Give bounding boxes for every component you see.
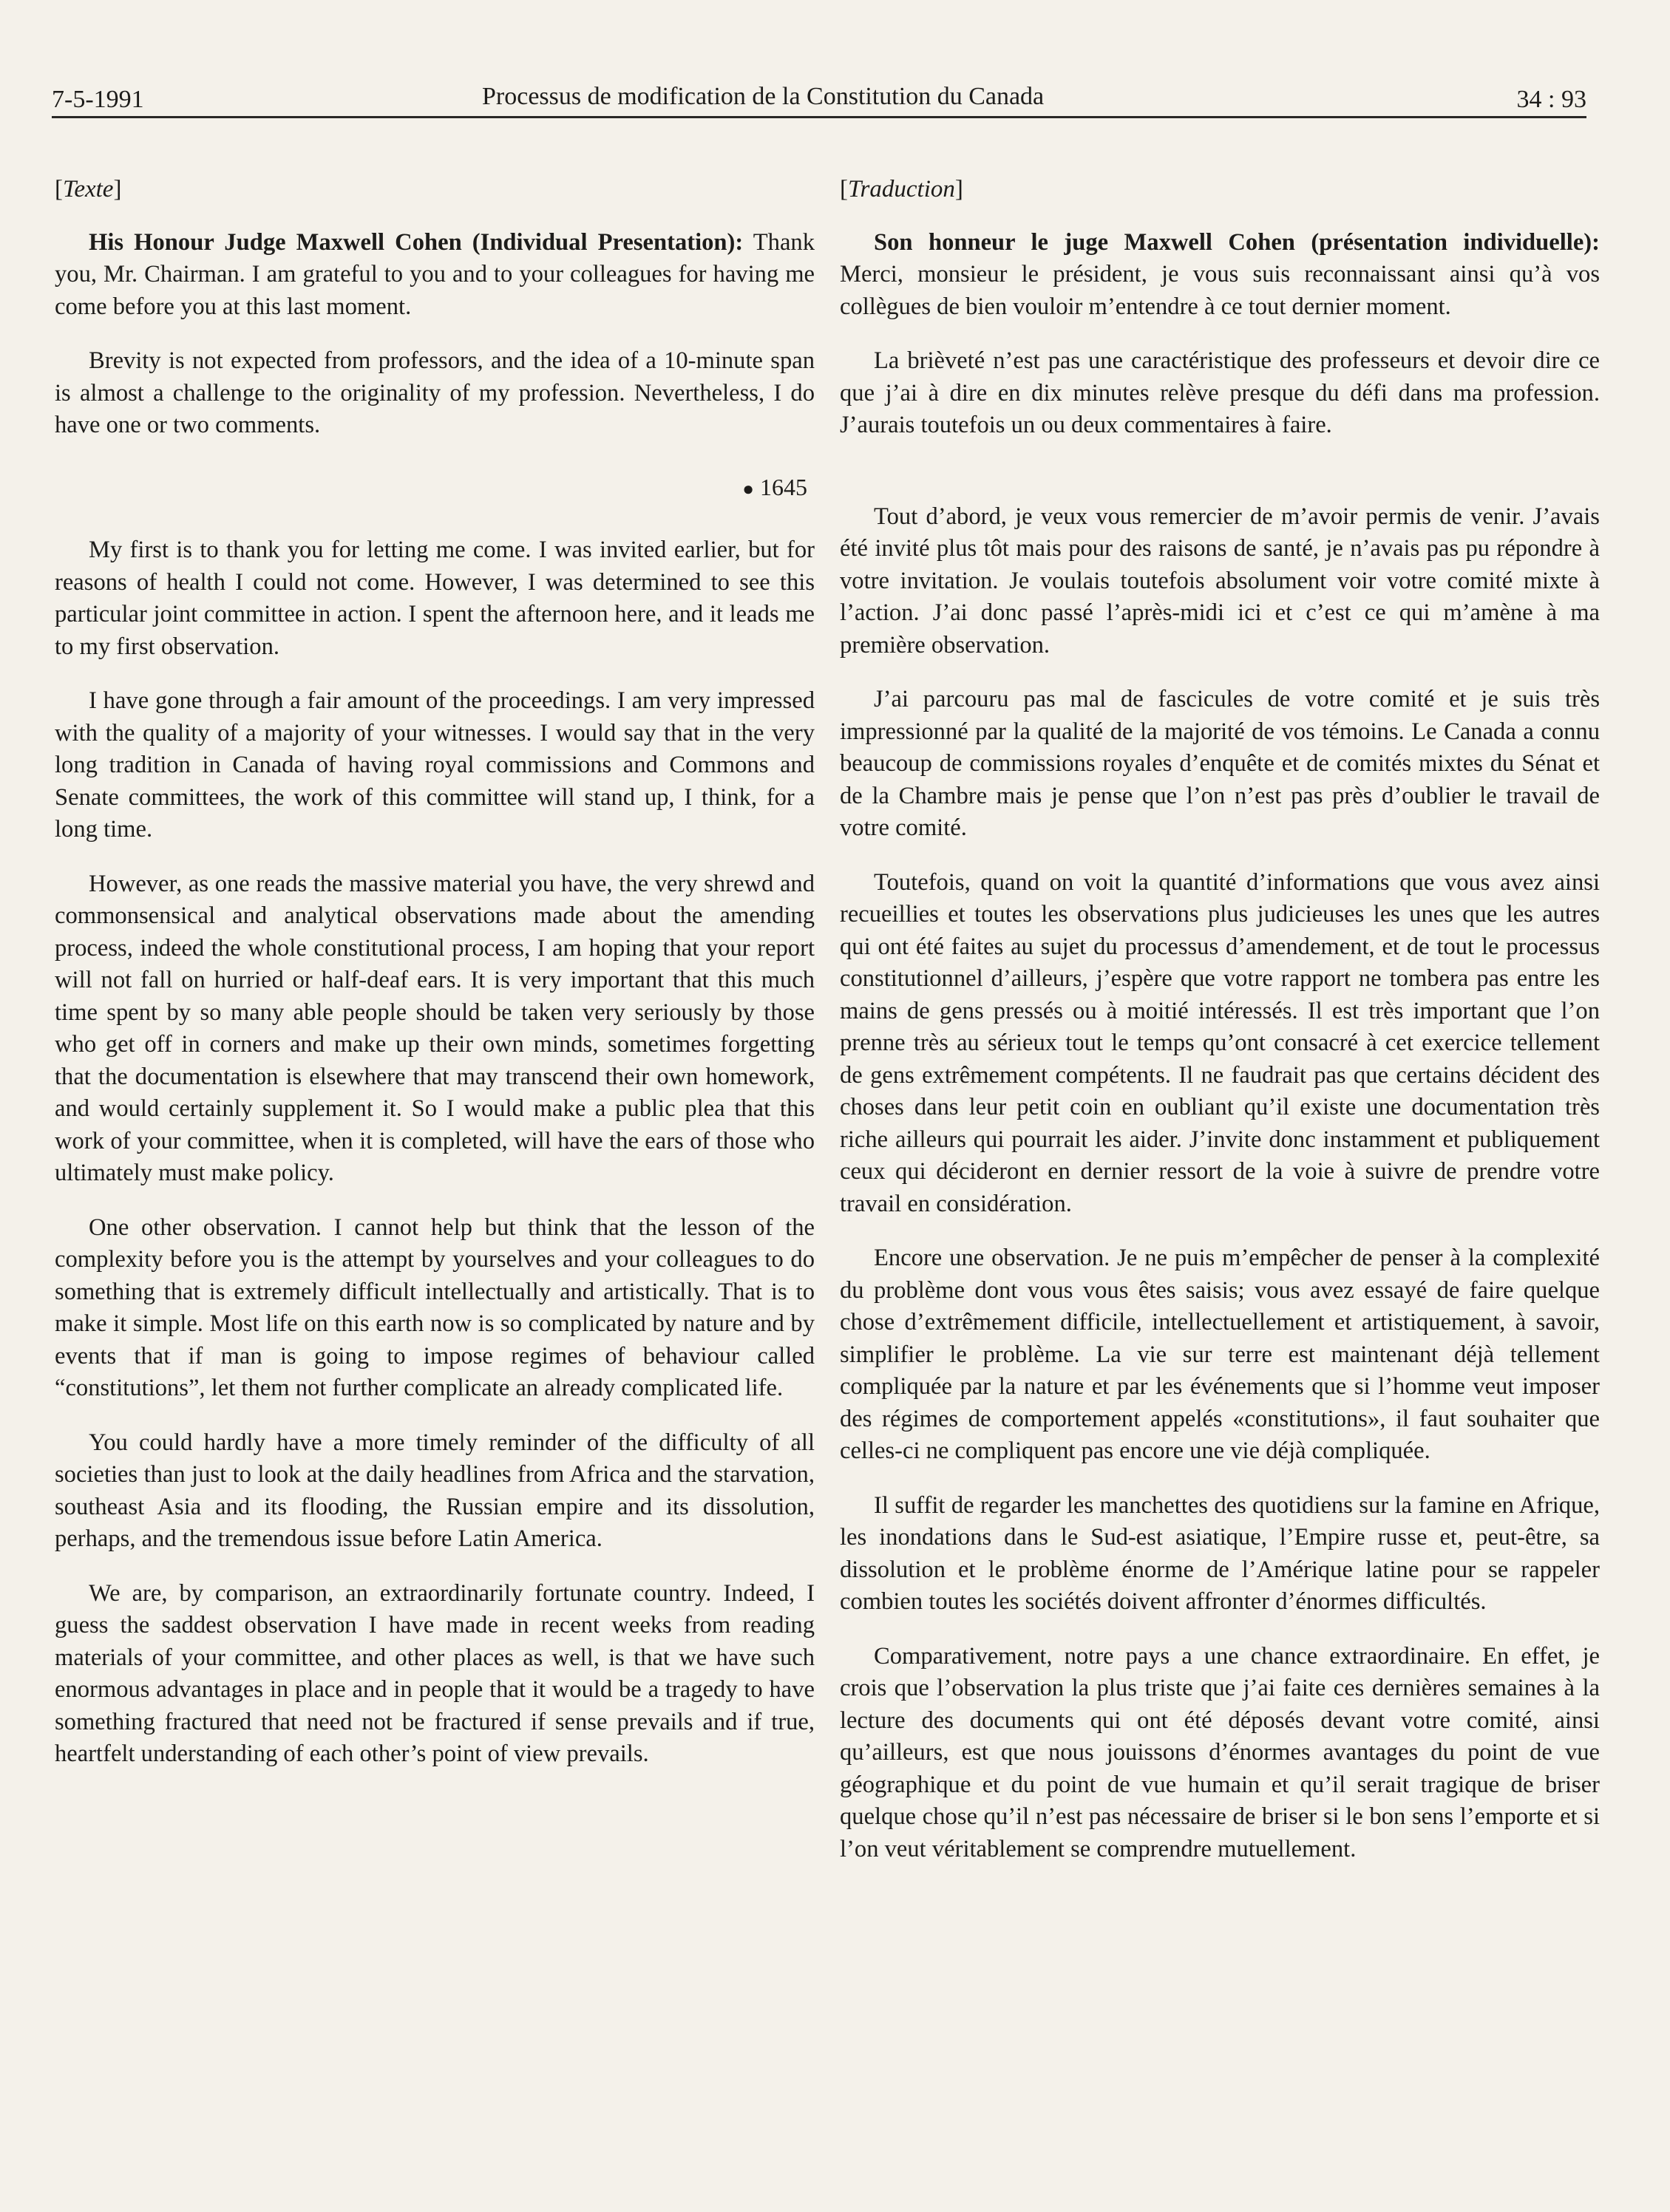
- paragraph: One other observation. I cannot help but think that the lesson of the complexity before you is the attempt by yourselves and your colleagues to do something that is extremely difficult intellectually and artistically. That is to make it simple. Most life on this earth now is so complicated by nature and by events that if man is going to impose regimes of behaviour called “constitutions”, let them not further complicate an already complicated life.: [55, 1214, 815, 1401]
- language-tag-french: [Traduction]: [840, 176, 963, 203]
- speaker-name: Son honneur le juge Maxwell Cohen (présentation individuelle):: [874, 228, 1600, 256]
- paragraph: Brevity is not expected from professors, and the idea of a 10-minute span is almost a challenge to the originality of my profession. Nevertheless, I do have one or two comments.: [55, 347, 815, 438]
- timestamp: ● 1645: [742, 473, 807, 500]
- paragraph: Encore une observation. Je ne puis m’empêcher de penser à la complexité du problème dont vous vous êtes saisis; vous avez essayé de faire quelque chose d’extrêmement difficile, intellectuellement et artistiquement, à savoir, simplifier le problème. La vie sur terre est maintenant déjà tellement compliquée par la nature et par les événements que si l’homme veut imposer des régimes de comportement appelés «constitutions», il faut souhaiter que celles-ci ne compliquent pas encore une vie déjà compliquée.: [840, 1245, 1600, 1464]
- paragraph: My first is to thank you for letting me come. I was invited earlier, but for reasons of health I could not come. However, I was determined to see this particular joint committee in action. I spent the afternoon here, and it leads me to my first observation.: [55, 537, 815, 660]
- french-column: [840, 174, 1600, 1888]
- language-tag-english: [Texte]: [55, 176, 122, 203]
- paragraph: Toutefois, quand on voit la quantité d’informations que vous avez ainsi recueillies et toutes les observations plus judicieuses les unes que les autres qui ont été faites au sujet du processus d’amendement, et de tout le processus constitutionnel d’ailleurs, j’espère que votre rapport ne tombera pas entre les mains de gens pressés ou à moitié intéressés. Il est très important que l’on prenne très au sérieux tout le temps qu’ont consacré à cet exercice tellement de gens extrêmement compétents. Il ne faudrait pas que certains décident des choses dans leur petit coin en oubliant qu’il existe une documentation très riche ailleurs qui pourrait les aider. J’invite donc instamment et publiquement ceux qui décideront en dernier ressort de la voie à suivre de prendre votre travail en considération.: [840, 868, 1600, 1217]
- paragraph: Tout d’abord, je veux vous remercier de m’avoir permis de venir. J’avais été invité plus tôt mais pour des raisons de santé, je n’avais pas pu répondre à votre invitation. Je voulais toutefois absolument voir votre comité mixte à l’action. J’ai donc passé l’après-midi ici et c’est ce qui m’amène à ma première observation.: [840, 503, 1600, 659]
- paragraph: You could hardly have a more timely reminder of the difficulty of all societies than just to look at the daily headlines from Africa and the starvation, southeast Asia and its flooding, the Russian empire and its dissolution, perhaps, and the tremendous issue before Latin America.: [55, 1429, 815, 1552]
- paragraph: We are, by comparison, an extraordinarily fortunate country. Indeed, I guess the saddest observation I have made in recent weeks from reading materials of your committee, and other places as well, is that we have such enormous advantages in place and in people that it would be a tragedy to have something fractured that need not be fractured if sense prevails and if true, heartfelt understanding of each other’s point of view prevails.: [55, 1579, 815, 1767]
- paragraph: Comparativement, notre pays a une chance extraordinaire. En effet, je crois que l’observation la plus triste que j’ai faite ces dernières semaines à la lecture des documents qui ont été déposés devant votre comité, ainsi qu’ailleurs, est que nous jouissons d’énormes avantages du point de vue géographique et du point de vue humain et qu’il serait tragique de briser quelque chose qu’il n’est pas nécessaire de briser si le bon sens l’emporte et si l’on veut véritablement se comprendre mutuellement.: [840, 1642, 1600, 1862]
- header-page-number: 34 : 93: [1516, 86, 1586, 113]
- speaker-name: His Honour Judge Maxwell Cohen (Individual Presentation):: [89, 228, 744, 256]
- paragraph: His Honour Judge Maxwell Cohen (Individual Presentation): Thank you, Mr. Chairman. I am grateful to you and to your colleagues for having me come before you at this last moment.: [55, 228, 815, 320]
- paragraph: J’ai parcouru pas mal de fascicules de votre comité et je suis très impressionné par la qualité de la majorité de vos témoins. Le Canada a connu beaucoup de commissions royales d’enquête et de comités mixtes du Sénat et de la Chambre mais je pense que l’on n’est pas près d’oublier le travail de votre comité.: [840, 686, 1600, 841]
- paragraph: However, as one reads the massive material you have, the very shrewd and commonsensical and analytical observations made about the amending process, indeed the whole constitutional process, I am hoping that your report will not fall on hurried or half-deaf ears. It is very important that this much time spent by so many able people should be taken very seriously by those who get off in corners and make up their own minds, sometimes forgetting that the documentation is elsewhere that may transcend their own homework, and would certainly supplement it. So I would make a public plea that this work of your committee, when it is completed, will have the ears of those who ultimately must make policy.: [55, 870, 815, 1186]
- paragraph: Son honneur le juge Maxwell Cohen (présentation individuelle): Merci, monsieur le président, je vous suis reconnaissant ainsi qu’à vos collègues de bien vouloir m’entendre à ce tout dernier moment.: [840, 228, 1600, 320]
- bullet-icon: ●: [742, 477, 754, 500]
- header-rule: [52, 116, 1586, 118]
- paragraph: Il suffit de regarder les manchettes des quotidiens sur la famine en Afrique, les inondations dans le Sud-est asiatique, l’Empire russe et, peut-être, sa dissolution et le problème énorme de l’Amérique latine pour se rappeler combien toutes les sociétés doivent affronter d’énormes difficultés.: [840, 1491, 1600, 1615]
- page-header: [52, 77, 1586, 118]
- english-column: [55, 174, 815, 1793]
- paragraph: I have gone through a fair amount of the proceedings. I am very impressed with the quality of a majority of your witnesses. I would say that in the very long tradition in Canada of having royal commissions and Commons and Senate committees, the work of this committee will stand up, I think, for a long time.: [55, 687, 815, 843]
- paragraph: La brièveté n’est pas une caractéristique des professeurs et devoir dire ce que j’ai à dire en dix minutes relève presque du défi dans ma profession. J’aurais toutefois un ou deux commentaires à faire.: [840, 347, 1600, 438]
- header-date: 7-5-1991: [52, 86, 144, 113]
- header-title: Processus de modification de la Constitution du Canada: [482, 83, 1045, 110]
